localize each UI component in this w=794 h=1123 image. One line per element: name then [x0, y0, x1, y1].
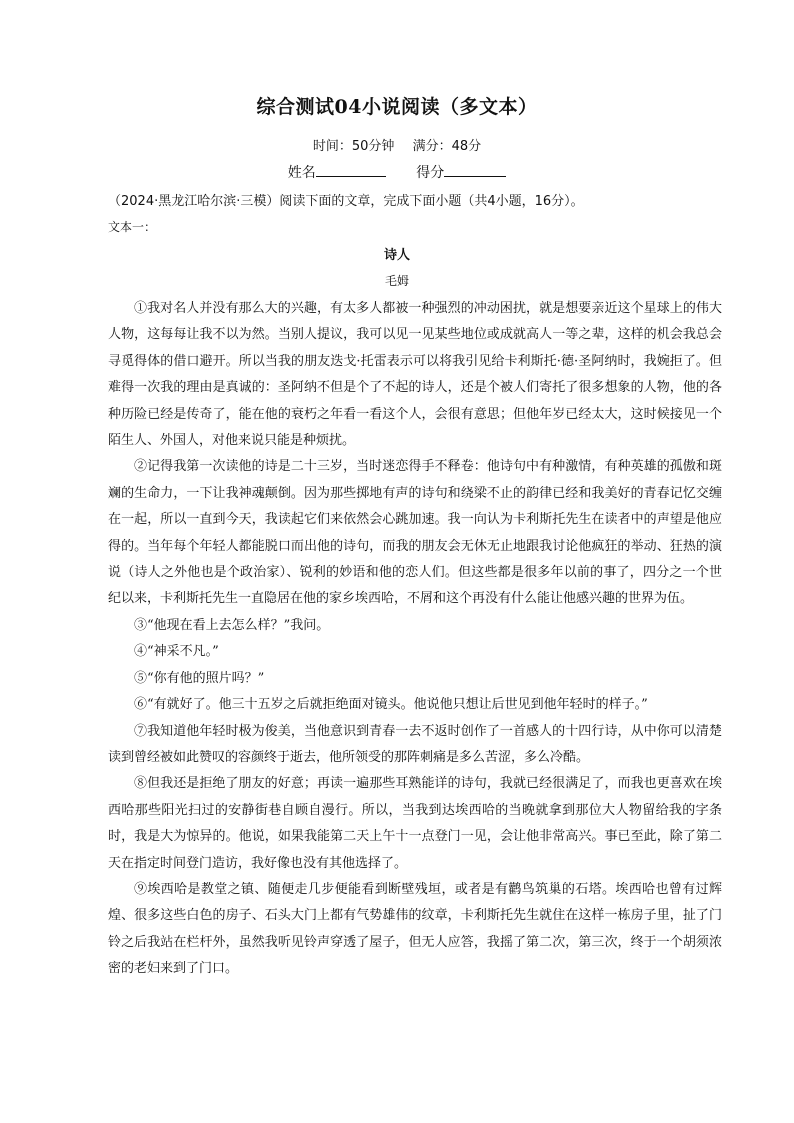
instruction: （2024·黑龙江哈尔滨·三模）阅读下面的文章，完成下面小题（共4小题，16分）。 [108, 194, 584, 209]
time-limit: 时间：50分钟 [312, 139, 395, 154]
paragraph: ⑤“你有他的照片吗？” [134, 670, 265, 686]
story-author: 毛姆 [384, 274, 409, 288]
paragraph: ④“神采不凡。” [134, 644, 219, 660]
page-title: 综合测试04小说阅读（多文本） [256, 96, 538, 118]
paragraph: ⑦我知道他年轻时极为俊美，当他意识到青春一去不返时创作了一首感人的十四行诗，从中你可以清楚读到曾经被如此赞叹的容颜终于逝去，他所领受的那阵刺痛是多么苦涩，多么冷酷。 [108, 723, 722, 765]
name-score-row [0, 162, 794, 182]
paragraph: ⑧但我还是拒绝了朋友的好意；再读一遍那些耳熟能详的诗句，我就已经很满足了，而我也更喜欢在埃西哈那些阳光扫过的安静街巷自顾自漫行。所以，当我到达埃西哈的当晚就拿到那位大人物留给我的字条时，我是大为惊异的。他说，如果我能第二天上午十一点登门一见，会让他非常高兴。事已至此，除了第二天在指定时间登门造访，我好像也没有其他选择了。 [108, 776, 722, 871]
score-label: 得分 [416, 165, 445, 181]
paragraph: ③“他现在看上去怎么样？”我问。 [134, 617, 330, 633]
paragraph: ②记得我第一次读他的诗是二十三岁，当时迷恋得手不释卷：他诗句中有种激情，有种英雄的孤傲和斑斓的生命力，一下让我神魂颠倒。因为那些掷地有声的诗句和绕梁不止的韵律已经和我美好的青春记忆交缠在一起，所以一直到今天，我读起它们来依然会心跳加速。我一向认为卡利斯托先生在读者中的声望是他应得的。当年每个年轻人都能脱口而出他的诗句，而我的朋友会无休无止地跟我讨论他疯狂的举动、狂热的演说（诗人之外他也是个政治家）、锐利的妙语和他的恋人们。但这些都是很多年以前的事了，四分之一个世纪以来，卡利斯托先生一直隐居在他的家乡埃西哈，不屑和这个再没有什么能让他感兴趣的世界为伍。 [108, 459, 722, 607]
story-body [108, 296, 722, 983]
paragraph: ⑥“有就好了。他三十五岁之后就拒绝面对镜头。他说他只想让后世见到他年轻时的样子。” [134, 697, 648, 713]
name-label: 姓名 [287, 165, 316, 181]
full-score: 满分：48分 [412, 139, 482, 154]
paragraph: ⑨埃西哈是教堂之镇、随便走几步便能看到断壁残垣，或者是有鹳鸟筑巢的石塔。埃西哈也曾有过辉煌、很多这些白色的房子、石头大门上都有气势雄伟的纹章，卡利斯托先生就住在这样一栋房子里，扯了门铃之后我站在栏杆外，虽然我听见铃声穿透了屋子，但无人应答，我摇了第二次，第三次，终于一个胡须浓密的老妇来到了门口。 [108, 881, 722, 977]
exam-meta [0, 135, 794, 154]
score-blank[interactable] [444, 162, 506, 177]
name-blank[interactable] [316, 162, 386, 177]
paragraph: ①我对名人并没有那么大的兴趣，有太多人都被一种强烈的冲动困扰，就是想要亲近这个星球上的伟大人物，这每每让我不以为然。当别人提议，我可以见一见某些地位或成就高人一等之辈，这样的机会我总会寻觅得体的借口避开。所以当我的朋友迭戈·托雷表示可以将我引见给卡利斯托·德·圣阿纳时，我婉拒了。但难得一次我的理由是真诚的：圣阿纳不但是个了不起的诗人，还是个被人们寄托了很多想象的人物，他的各种历险已经是传奇了，能在他的衰朽之年看一看这个人，会很有意思；但他年岁已经太大，这时候接见一个陌生人、外国人，对他来说只能是种烦扰。 [108, 301, 722, 449]
story-title: 诗人 [383, 248, 410, 263]
text-one-label: 文本一： [108, 220, 157, 234]
